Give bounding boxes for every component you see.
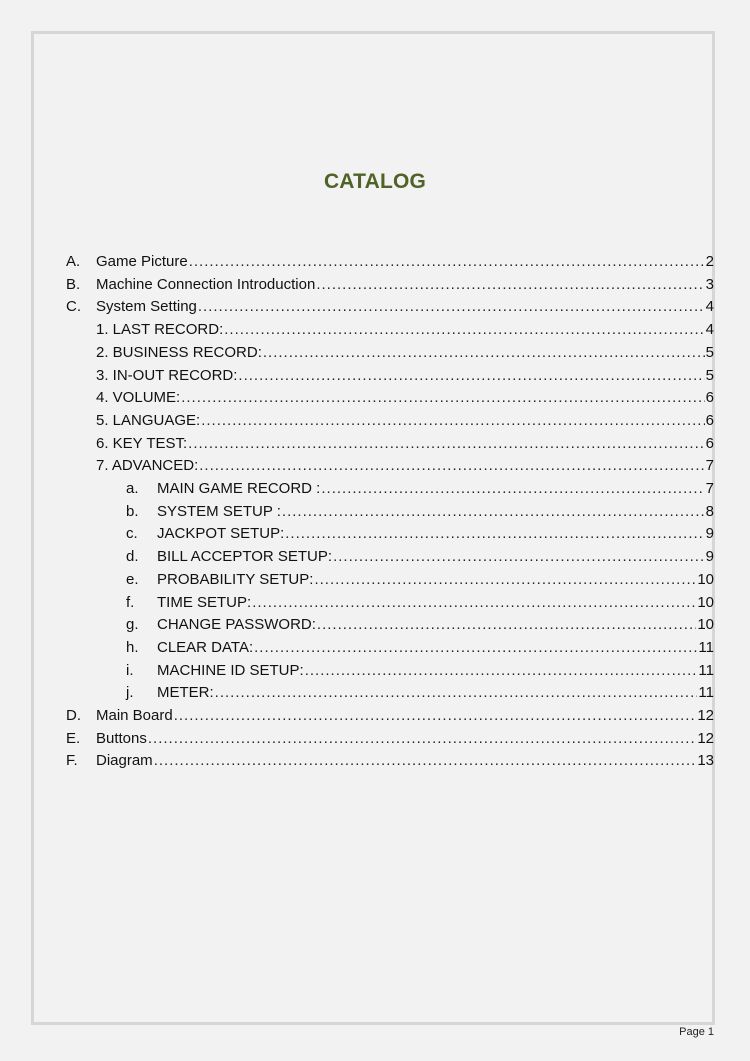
toc-dot-leader	[148, 728, 696, 750]
toc-entry[interactable]	[126, 592, 714, 614]
toc-entry[interactable]	[66, 251, 714, 273]
toc-dot-leader	[282, 501, 705, 523]
toc-entry-marker: a.	[126, 480, 139, 497]
toc-entry-page-number: 8	[705, 502, 714, 520]
toc-entry-page-number: 11	[698, 684, 714, 702]
toc-entry-page-number: 5	[705, 343, 714, 361]
toc-entry-marker: C.	[66, 298, 81, 316]
toc-entry[interactable]	[126, 523, 714, 545]
toc-entry-page-number: 9	[705, 525, 714, 543]
toc-entry-page-number: 6	[705, 411, 714, 429]
toc-entry[interactable]	[96, 455, 714, 477]
toc-dot-leader	[215, 682, 698, 704]
toc-entry[interactable]	[66, 296, 714, 318]
toc-entry-label: 5. LANGUAGE:	[96, 411, 201, 429]
toc-entry[interactable]	[66, 274, 714, 296]
toc-dot-leader	[224, 319, 704, 341]
toc-entry-marker: E.	[66, 729, 81, 747]
toc-entry[interactable]	[126, 501, 714, 523]
toc-entry-label: Game Picture	[96, 253, 188, 270]
toc-dot-leader	[154, 750, 697, 772]
toc-entry-label: 6. KEY TEST:	[96, 434, 188, 452]
toc-entry-marker: i.	[126, 661, 134, 679]
toc-dot-leader	[174, 705, 697, 727]
toc-entry-page-number: 10	[697, 593, 714, 611]
toc-entry-label: SYSTEM SETUP :	[157, 502, 281, 520]
toc-entry-label: JACKPOT SETUP:	[157, 525, 285, 543]
toc-entry[interactable]	[96, 387, 714, 409]
toc-entry-marker: e.	[126, 570, 139, 588]
toc-entry[interactable]	[96, 342, 714, 364]
toc-entry[interactable]	[96, 410, 714, 432]
toc-entry-marker: g.	[126, 616, 139, 634]
toc-dot-leader	[314, 569, 696, 591]
toc-entry[interactable]	[96, 365, 714, 387]
toc-entry-page-number: 7	[705, 480, 714, 497]
toc-entry-label: TIME SETUP:	[157, 593, 252, 611]
toc-entry-page-number: 3	[705, 275, 714, 293]
toc-dot-leader	[321, 478, 704, 500]
toc-entry-page-number: 11	[698, 638, 714, 656]
toc-dot-leader	[254, 637, 697, 659]
toc-entry-page-number: 10	[697, 570, 714, 588]
toc-entry-label: MACHINE ID SETUP:	[157, 661, 304, 679]
page-footer: Page 1	[679, 1026, 714, 1038]
toc-entry[interactable]	[126, 569, 714, 591]
toc-dot-leader	[188, 433, 704, 455]
toc-entry[interactable]	[126, 614, 714, 636]
toc-entry-page-number: 10	[697, 616, 714, 634]
toc-entry[interactable]	[66, 728, 714, 750]
toc-entry-marker: b.	[126, 502, 139, 520]
toc-entry-label: MAIN GAME RECORD :	[157, 480, 321, 497]
toc-entry-marker: d.	[126, 548, 139, 566]
toc-dot-leader	[317, 614, 696, 636]
toc-entry-label: Buttons	[96, 729, 147, 747]
toc-entry-page-number: 5	[705, 366, 714, 384]
toc-dot-leader	[285, 523, 704, 545]
toc-entry-label: 3. IN-OUT RECORD:	[96, 366, 238, 384]
toc-entry-page-number: 4	[705, 298, 714, 316]
toc-dot-leader	[181, 387, 704, 409]
toc-entry-label: 2. BUSINESS RECORD:	[96, 343, 262, 361]
toc-entry[interactable]	[66, 750, 714, 772]
toc-entry[interactable]	[96, 433, 714, 455]
toc-entry[interactable]	[126, 660, 714, 682]
toc-entry-page-number: 12	[697, 729, 714, 747]
toc-entry-page-number: 2	[705, 253, 714, 270]
toc-dot-leader	[199, 455, 704, 477]
toc-entry-label: 7. ADVANCED:	[96, 457, 199, 475]
toc-entry-marker: B.	[66, 275, 81, 293]
toc-entry-page-number: 4	[705, 321, 714, 339]
toc-entry-marker: F.	[66, 752, 78, 770]
toc-entry-label: METER:	[157, 684, 214, 702]
toc-entry[interactable]	[126, 546, 714, 568]
toc-entry-marker: h.	[126, 638, 139, 656]
toc-entry[interactable]	[126, 478, 714, 500]
toc-entry-page-number: 6	[705, 434, 714, 452]
toc-entry-page-number: 11	[698, 661, 714, 679]
toc-entry-marker: f.	[126, 593, 135, 611]
toc-entry[interactable]	[66, 705, 714, 727]
toc-entry-marker: A.	[66, 253, 81, 270]
toc-entry-page-number: 12	[697, 707, 714, 724]
toc-dot-leader	[316, 274, 704, 296]
toc-entry-label: BILL ACCEPTOR SETUP:	[157, 548, 333, 566]
toc-dot-leader	[238, 365, 704, 387]
toc-dot-leader	[198, 296, 705, 318]
toc-entry-label: Main Board	[96, 707, 173, 724]
toc-dot-leader	[252, 592, 696, 614]
toc-entry[interactable]	[96, 319, 714, 341]
toc-entry-page-number: 7	[705, 457, 714, 475]
toc-entry-marker: D.	[66, 707, 81, 724]
toc-dot-leader	[189, 251, 705, 273]
toc-entry-label: System Setting	[96, 298, 197, 316]
toc-entry-label: 4. VOLUME:	[96, 389, 181, 407]
toc-entry-page-number: 9	[705, 548, 714, 566]
toc-dot-leader	[305, 660, 698, 682]
toc-entry-label: Diagram	[96, 752, 153, 770]
toc-entry-label: CHANGE PASSWORD:	[157, 616, 316, 634]
catalog-title: CATALOG	[323, 170, 427, 193]
toc-entry-label: PROBABILITY SETUP:	[157, 570, 314, 588]
toc-entry-label: Machine Connection Introduction	[96, 275, 316, 293]
toc-entry-label: CLEAR DATA:	[157, 638, 254, 656]
toc-dot-leader	[333, 546, 705, 568]
toc-dot-leader	[201, 410, 704, 432]
toc-entry-marker: c.	[126, 525, 138, 543]
toc-entry-marker: j.	[126, 684, 134, 702]
toc-entry-page-number: 6	[705, 389, 714, 407]
toc-entry[interactable]	[126, 682, 714, 704]
toc-entry-label: 1. LAST RECORD:	[96, 321, 224, 339]
toc-entry-page-number: 13	[697, 752, 714, 770]
toc-dot-leader	[263, 342, 705, 364]
toc-entry[interactable]	[126, 637, 714, 659]
